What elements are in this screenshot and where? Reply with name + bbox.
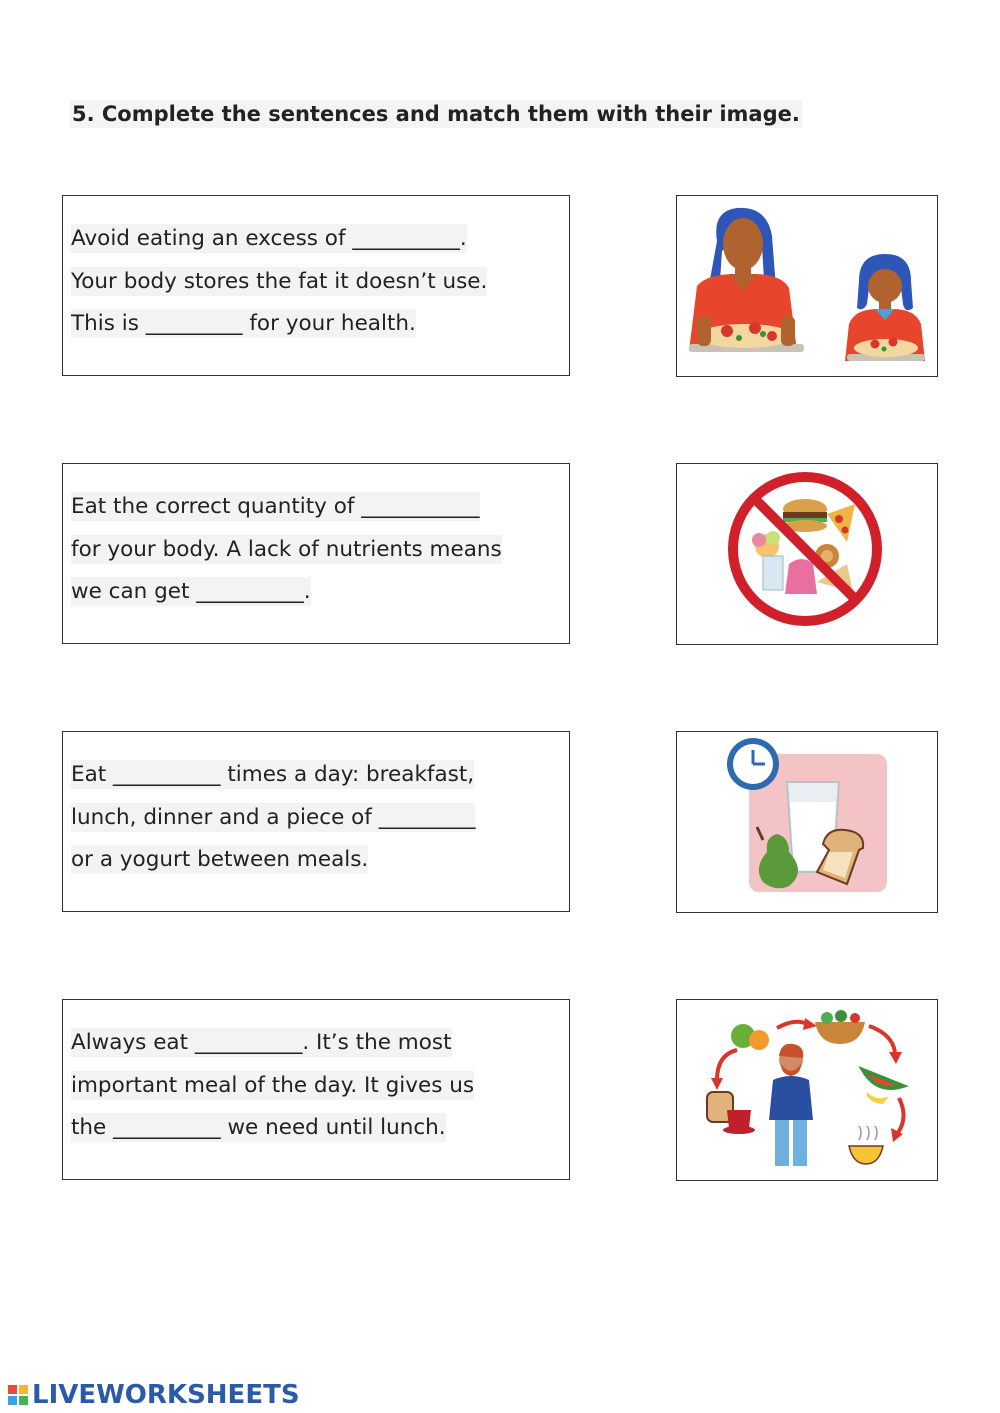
women-serving-food-icon [677,196,938,377]
daily-meal-cycle-icon [677,1000,938,1181]
liveworksheets-logo-icon [8,1385,28,1405]
exercise-2-line-1[interactable]: Eat the correct quantity of ___________ [71,494,480,519]
exercise-2-line-2[interactable]: for your body. A lack of nutrients means [71,536,502,562]
exercise-box-4 [62,999,570,1180]
image-box-2[interactable] [676,463,938,645]
exercise-3-line-1[interactable]: Eat __________ times a day: breakfast, [71,762,475,787]
exercise-box-3 [62,731,570,912]
footer-brand [8,1380,300,1410]
image-box-1[interactable] [676,195,938,377]
exercise-box-1 [62,195,570,376]
exercise-4-line-1[interactable]: Always eat __________. It’s the most [71,1030,452,1055]
exercise-3-line-2[interactable]: lunch, dinner and a piece of _________ [71,804,476,830]
no-junk-food-icon [677,464,938,645]
meal-time-snack-icon [677,732,938,913]
exercise-1-line-3[interactable]: This is _________ for your health. [71,311,416,336]
image-box-3[interactable] [676,731,938,913]
image-box-4[interactable] [676,999,938,1181]
exercise-4-line-2[interactable]: important meal of the day. It gives us [71,1072,475,1098]
exercise-1-line-2[interactable]: Your body stores the fat it doesn’t use. [71,268,488,294]
footer-brand-text[interactable]: LIVEWORKSHEETS [32,1380,300,1410]
exercise-1-line-1[interactable]: Avoid eating an excess of __________. [71,226,467,251]
exercise-4-line-3[interactable]: the __________ we need until lunch. [71,1115,446,1140]
exercise-2-line-3[interactable]: we can get __________. [71,579,311,604]
exercise-3-line-3[interactable]: or a yogurt between meals. [71,847,369,872]
page-title: 5. Complete the sentences and match them with their image. [72,102,800,126]
exercise-box-2 [62,463,570,644]
